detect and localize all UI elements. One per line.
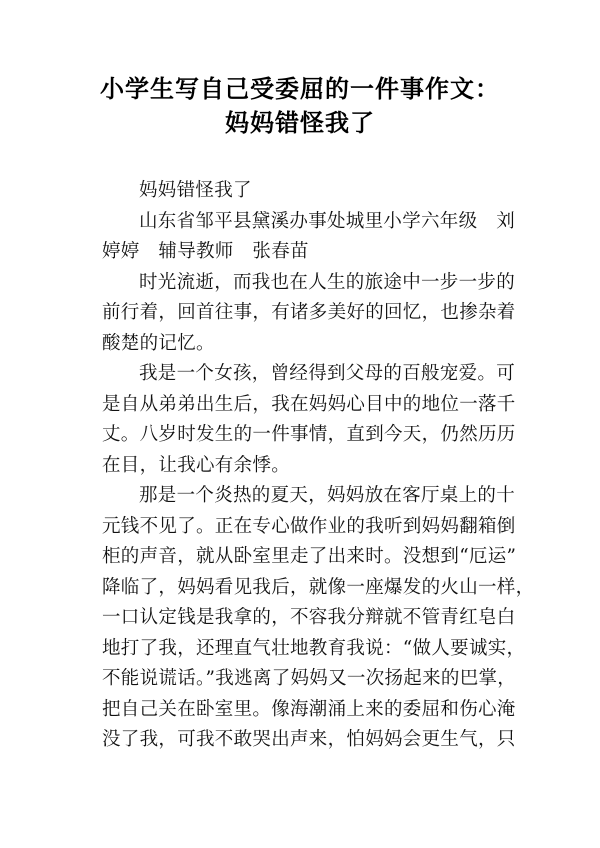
document-title xyxy=(0,72,600,140)
paragraph-1-line: 前行着，回首往事，有诸多美好的回忆，也掺杂着 xyxy=(102,302,516,323)
title-line-2: 妈妈错怪我了 xyxy=(225,109,375,137)
paragraph-3-line: 降临了，妈妈看见我后，就像一座爆发的火山一样， xyxy=(102,576,535,598)
paragraph-1-line: 时光流逝，而我也在人生的旅途中一步一步的 xyxy=(139,271,516,293)
paragraph-3-line: 地打了我，还理直气壮地教育我说：“做人要诚实， xyxy=(102,637,526,659)
paragraph-2-line: 我是一个女孩，曾经得到父母的百般宠爱。可 xyxy=(139,363,516,384)
article-body xyxy=(102,176,535,756)
title-line-1: 小学生写自己受委屈的一件事作文： xyxy=(100,75,500,103)
paragraph-3-line: 柜的声音，就从卧室里走了出来时。没想到“厄运” xyxy=(102,546,517,567)
paragraph-3-line: 那是一个炎热的夏天，妈妈放在客厅桌上的十 xyxy=(139,485,516,506)
subtitle-line: 妈妈错怪我了 xyxy=(139,180,252,201)
paragraph-3-line: 一口认定钱是我拿的，不容我分辩就不管青红皂白 xyxy=(102,607,516,628)
paragraph-3-line: 不能说谎话。”我逃离了妈妈又一次扬起来的巴掌， xyxy=(102,668,517,689)
paragraph-2-line: 丈。八岁时发生的一件事情，直到今天，仍然历历 xyxy=(102,424,516,445)
paragraph-1-line: 酸楚的记忆。 xyxy=(102,332,215,354)
paragraph-3-line: 没了我，可我不敢哭出声来，怕妈妈会更生气，只 xyxy=(102,729,516,750)
paragraph-3-line: 把自己关在卧室里。像海潮涌上来的委屈和伤心淹 xyxy=(102,698,516,720)
paragraph-3-line: 元钱不见了。正在专心做作业的我听到妈妈翻箱倒 xyxy=(102,515,516,537)
author-line-cont: 婷婷 辅导教师 张春苗 xyxy=(102,241,309,262)
paragraph-2-line: 在目，让我心有余悸。 xyxy=(102,454,291,476)
paragraph-2-line: 是自从弟弟出生后，我在妈妈心目中的地位一落千 xyxy=(102,393,516,415)
author-line: 山东省邹平县黛溪办事处城里小学六年级 刘 xyxy=(139,210,516,232)
